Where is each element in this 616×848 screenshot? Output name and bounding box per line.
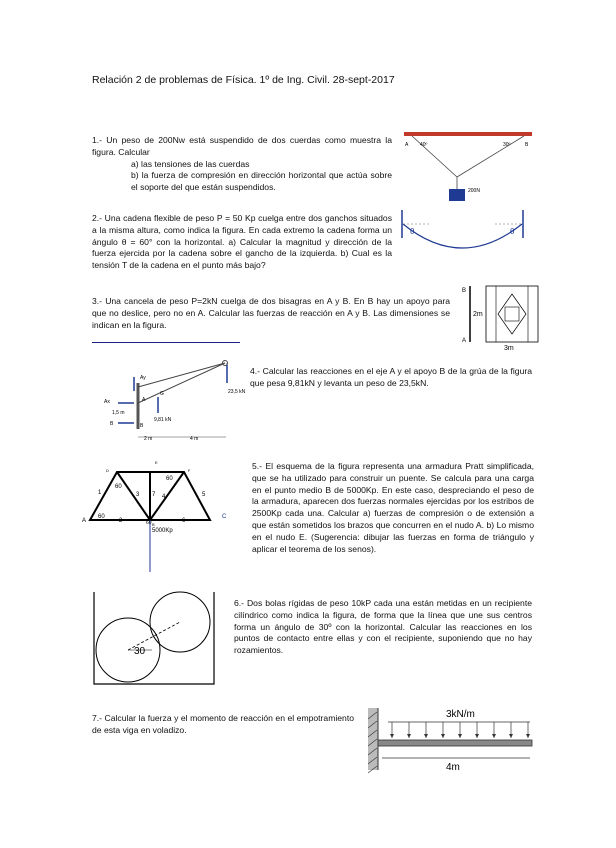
problem-6-figure xyxy=(92,592,217,692)
angle-3: 60 xyxy=(98,514,105,520)
b-point-label: B xyxy=(140,423,144,429)
weight-block xyxy=(449,189,465,201)
load-arrowhead xyxy=(390,734,394,738)
a-label: A xyxy=(142,397,146,403)
problem-1-part-a: a) las tensiones de las cuerdas xyxy=(131,158,250,169)
rope-left xyxy=(412,136,457,177)
angle-label: 30 xyxy=(134,646,146,657)
problem-5-figure xyxy=(82,460,227,575)
label-b: B xyxy=(525,142,529,148)
wall xyxy=(368,708,378,770)
ay-label: Ay xyxy=(140,375,146,381)
b-label: B xyxy=(110,421,114,427)
f-label: F xyxy=(188,468,191,473)
load-arrowhead xyxy=(509,734,513,738)
divider-line xyxy=(92,342,240,343)
support-beam xyxy=(404,132,532,136)
member-6: 6 xyxy=(182,518,186,524)
load-arrowhead xyxy=(407,734,411,738)
gate-diamond xyxy=(498,294,526,334)
container xyxy=(94,592,214,684)
height-label: 1,5 m xyxy=(112,410,125,416)
document-title: Relación 2 de problemas de Física. 1º de Ing. Civil. 28-sept-2017 xyxy=(92,74,395,86)
length-label: 4m xyxy=(446,762,460,773)
chain-curve xyxy=(403,224,522,248)
problem-2-figure xyxy=(400,210,530,260)
problem-1-statement: 1.- Un peso de 200Nw está suspendido de dos cuerdas como muestra la figura. Calcular xyxy=(92,135,392,157)
problem-7-figure xyxy=(368,706,538,776)
rope-right xyxy=(457,136,524,177)
weight-label: 200N xyxy=(468,188,480,194)
member-2: 2 xyxy=(119,518,123,524)
member-3-label: 3 xyxy=(136,492,140,498)
load-arrowhead xyxy=(526,734,530,738)
angle-2: 60 xyxy=(166,476,173,482)
ax-label: Ax xyxy=(104,399,110,405)
load-arrowhead xyxy=(441,734,445,738)
label-a: A xyxy=(405,142,409,148)
load-arrowhead xyxy=(424,734,428,738)
problem-1-figure xyxy=(404,132,534,207)
load-arrowhead xyxy=(458,734,462,738)
theta-left: θ xyxy=(410,227,415,236)
problem-6-text: 6.- Dos bolas rígidas de peso 10kP cada una están metidas en un recipiente cilíndrico como indica la figura, de forma que la línea que une sus centros forma un ángulo de 30º con la horizontal. Calcular las reacciones en los puntos de contacto entre ellas y con el recipiente, suponiendo que no hay rozamientos. xyxy=(234,598,532,656)
g-label: G xyxy=(160,391,164,397)
problem-4-text: 4.- Calcular las reacciones en el eje A y el apoyo B de la grúa de la figura que pesa 9,81kN y levanta un peso de 23,5kN. xyxy=(250,366,532,388)
height-label: 2m xyxy=(473,311,483,318)
beam xyxy=(378,740,532,746)
angle-4: 60 xyxy=(146,520,152,526)
problem-1-part-b: b) la fuerza de compresión en dirección horizontal que actúa sobre el soporte del que están suspendidos. xyxy=(131,170,392,193)
label-b: B xyxy=(462,288,467,294)
member-1: 1 xyxy=(98,490,102,496)
top-label: E xyxy=(155,460,158,465)
dim-2m: 2 m xyxy=(144,436,153,442)
problem-1-text xyxy=(92,135,392,194)
load-label: 5000Kp xyxy=(152,528,173,534)
weight-crane: 9,81 kN xyxy=(154,417,172,423)
problem-7-text: 7.- Calcular la fuerza y el momento de reacción en el empotramiento de esta viga en voladizo. xyxy=(92,713,354,735)
label-a: A xyxy=(462,338,467,344)
problem-4-figure xyxy=(100,355,250,445)
member-3 xyxy=(117,472,150,520)
problem-5-text: 5.- El esquema de la figura representa una armadura Pratt simplificada, que se ha utilizado para construir un puente. Se calcula para una carga en el punto medio B de 5000Kp. En este caso, despreciando el peso de la armadura, aparecen dos fuerzas normales ejercidas por los estribos de 2500Kp cada una. Calcular a) fuerzas de compresión o de extensión a que están sometidos los brazos que concurren en el nudo A. b) Lo mismo en el nudo E. (Sugerencia: dibujar las fuerzas en forma de triángulo y aplicar el teorema de los senos). xyxy=(252,461,534,554)
member-5: 5 xyxy=(202,492,206,498)
width-label: 3m xyxy=(504,345,514,352)
theta-right: θ xyxy=(510,227,515,236)
angle-1: 60 xyxy=(115,484,122,490)
problem-3-text: 3.- Una cancela de peso P=2kN cuelga de dos bisagras en A y B. En B hay un apoyo para que no deslice, pero no en A. Calcular las fuerzas de reacción en A y B. Las dimensiones se indican en la figura. xyxy=(92,296,450,330)
problem-2-text: 2.- Una cadena flexible de peso P = 50 Kp cuelga entre dos ganchos situados a la misma altura, como indica la figura. En cada extremo la cadena forma un ángulo θ = 60° con la horizontal. a) Calcular la magnitud y dirección de la fuerza ejercida por la cadena sobre el gancho de la izquierda. b) Cual es la tensión T de la cadena en el punto más bajo? xyxy=(92,213,392,271)
load-label: 3kN/m xyxy=(446,709,475,720)
member-7-label: 7 xyxy=(152,492,156,498)
gate-inner-square xyxy=(505,307,519,321)
angle-b: 30º xyxy=(503,142,511,148)
support-a: A xyxy=(82,518,87,524)
d-label: D xyxy=(106,468,109,473)
problem-3-figure xyxy=(460,282,540,352)
support-c: C xyxy=(222,514,227,520)
angle-a: 40º xyxy=(420,142,428,148)
dim-4m: 4 m xyxy=(190,436,199,442)
load-arrowhead xyxy=(475,734,479,738)
node-b: B xyxy=(152,522,155,527)
member-4-label: 4 xyxy=(162,494,166,500)
load-arrowhead xyxy=(492,734,496,738)
weight-load: 23,5 kN xyxy=(228,389,246,395)
